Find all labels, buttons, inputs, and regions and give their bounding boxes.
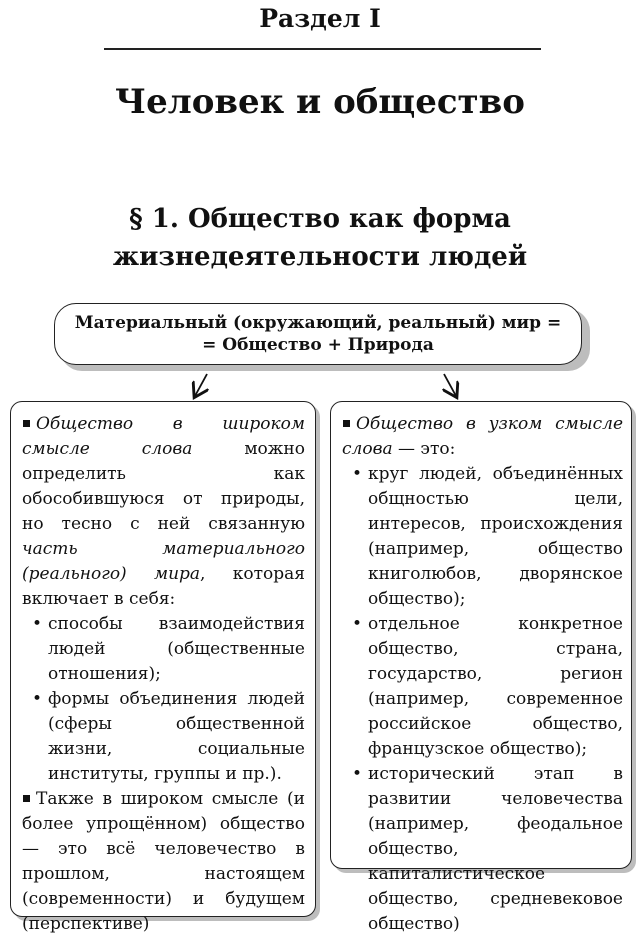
square-bullet-icon <box>23 795 30 802</box>
broad-sense-box <box>10 401 316 934</box>
definition-line1: Материальный (окружающий, реальный) мир = <box>74 313 562 333</box>
arrow-right <box>444 374 456 396</box>
section-title: Раздел I <box>259 4 381 33</box>
list-item: • способы взаимодействия людей (общественные отношения); <box>22 612 305 687</box>
list-item: • отдельное конкретное общество, страна, государство, регион (например, современное российское общество, французское общество); <box>342 612 623 762</box>
list-item: • исторический этап в развитии человечества (например, феодальное общество, капиталистическое общество, средневековое общество) <box>342 762 623 937</box>
arrow-left <box>195 374 207 396</box>
narrow-definition: Общество в узком смысле слова — это: <box>342 414 623 459</box>
paragraph-title-line1: § 1. Общество как форма <box>129 204 511 234</box>
square-bullet-icon <box>343 420 350 427</box>
narrow-sense-box <box>330 401 632 934</box>
broad-list <box>22 612 305 787</box>
square-bullet-icon <box>23 420 30 427</box>
chapter-title: Человек и общество <box>115 82 525 122</box>
broad-definition-simple: Также в широком смысле (и более упрощённом) общество — это всё человечество в прошлом, настоящем (современности) и будущем (перспективе) <box>22 789 305 934</box>
narrow-list <box>342 462 623 937</box>
broad-definition: Общество в широком смысле слова можно определить как обособившуюся от природы, но тесно с ней связанную часть материального (реального) мира, которая включает в себя: <box>22 414 305 609</box>
definition-line2: = Общество + Природа <box>202 335 434 355</box>
paragraph-title-line2: жизнедеятельности людей <box>112 242 528 272</box>
list-item: • формы объединения людей (сферы общественной жизни, социальные институты, группы и пр.). <box>22 687 305 787</box>
list-item: • круг людей, объединённых общностью цели, интересов, происхождения (например, общество книголюбов, дворянское общество); <box>342 462 623 612</box>
